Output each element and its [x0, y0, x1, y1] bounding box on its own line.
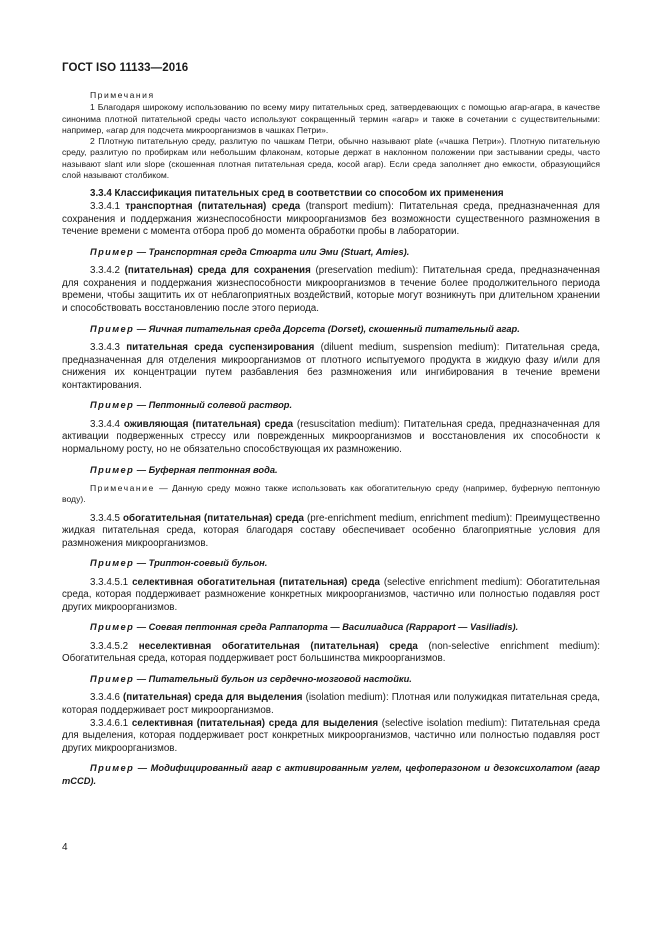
term-3-3-4-4: 3.3.4.4 оживляющая (питательная) среда (resuscitation medium): Питательная среда, предназначенная для активации подверженных стрессу или поврежденных микроорганизмов и восстановления их способности к нормальному росту, но не обязательно способствующая их размножению. [62, 418, 600, 455]
note-1: 1 Благодаря широкому использованию по всему миру питательных сред, затвердевающих с помощью агар-агара, в качестве синонима плотной питательной среды часто используют сокращенный термин «агар» и также в сочетании с существительными: например, «агар для подсчета микроорганизмов в чашках Петри». [62, 102, 600, 135]
standard-header: ГОСТ ISO 11133—2016 [62, 62, 189, 74]
example-3-3-4-1: Пример — Транспортная среда Стюарта или Эми (Stuart, Amies). [90, 246, 410, 257]
term-3-3-4-5-2: 3.3.4.5.2 неселективная обогатительная (питательная) среда (non-selective enrichment medium): Обогатительная среда, которая поддерживает рост большинства микроорганизмов. [62, 640, 600, 665]
section-heading: 3.3.4 Классификация питательных сред в соответствии со способом их применения [90, 188, 504, 200]
term-3-3-4-3: 3.3.4.3 питательная среда суспензирования (diluent medium, suspension medium): Питательная среда, предназначенная для отделения микроорганизмов от плотного испытуемого продукта в жидкую фазу и/или для снижения их концентрации путем разбавления без размножения или ингибирования в течение времени контактирования. [62, 341, 601, 391]
note-2: 2 Плотную питательную среду, разлитую по чашкам Петри, обычно называют plate («чашка Петри»). Плотную питательную среду, разлитую по пробиркам или небольшим флаконам, которые держат в наклонном положении при застывании среды, часто называют slant или slope (скошенная плотная питательная среда, косой агар). Если среда заполняет дно емкости, образующийся слой называют столбиком. [62, 136, 600, 181]
notes-title: Примечания [90, 90, 155, 100]
page-content [62, 90, 600, 787]
term-3-3-4-1: 3.3.4.1 транспортная (питательная) среда (transport medium): Питательная среда, предназначенная для сохранения и поддержания жизнеспособности микроорганизмов без возможности существенного размножения в течение времени с момента отбора проб до момента обработки пробы в лаборатории. [62, 200, 600, 238]
page-number: 4 [62, 842, 68, 853]
example-3-3-4-5-1: Пример — Соевая пептонная среда Раппапорта — Василиадиса (Rappaport — Vasiliadis). [90, 622, 519, 633]
example-3-3-4-5: Пример — Триптон-соевый бульон. [90, 558, 268, 569]
note-3-3-4-4: Примечание — Данную среду можно также использовать как обогатительную среду (например, буферную пептонную воду). [62, 482, 600, 505]
term-3-3-4-6-1: 3.3.4.6.1 селективная (питательная) среда для выделения (selective isolation medium): Питательная среда для выделения, которая поддерживает рост конкретных микроорганизмов, частично или полностью подавляя рост других микроорганизмов. [62, 717, 600, 754]
term-3-3-4-5-1: 3.3.4.5.1 селективная обогатительная (питательная) среда (selective enrichment medium): Обогатительная среда, которая поддерживает размножение конкретных микроорганизмов, частично или полностью подавляя рост других микроорганизмов. [62, 576, 600, 613]
example-3-3-4-2: Пример — Яичная питательная среда Дорсета (Dorset), скошенный питательный агар. [90, 323, 520, 334]
term-3-3-4-2: 3.3.4.2 (питательная) среда для сохранения (preservation medium): Питательная среда, предназначенная для сохранения и поддержания жизнеспособности микроорганизмов в течение более продолжительного периода времени, чтобы защитить их от неблагоприятных воздействий, которые могут возникнуть при длительном хранении и способствовать восстановлению после этого периода. [62, 265, 600, 314]
term-3-3-4-6: 3.3.4.6 (питательная) среда для выделения (isolation medium): Плотная или полужидкая питательная среда, которая поддерживает рост микроорганизмов. [62, 692, 600, 717]
example-3-3-4-6-1: Пример — Модифицированный агар с активированным углем, цефоперазоном и дезоксихолатом (агар mCCD). [62, 763, 600, 786]
example-3-3-4-5-2: Пример — Питательный бульон из сердечно-мозговой настойки. [90, 674, 412, 685]
term-3-3-4-5: 3.3.4.5 обогатительная (питательная) среда (pre-enrichment medium, enrichment medium): Преимущественно жидкая питательная среда, которая благодаря составу обеспечивает особенно благоприятные условия для размножения микроорганизмов. [62, 512, 600, 549]
example-3-3-4-3: Пример — Пептонный солевой раствор. [90, 400, 293, 411]
example-3-3-4-4: Пример — Буферная пептонная вода. [90, 464, 278, 475]
